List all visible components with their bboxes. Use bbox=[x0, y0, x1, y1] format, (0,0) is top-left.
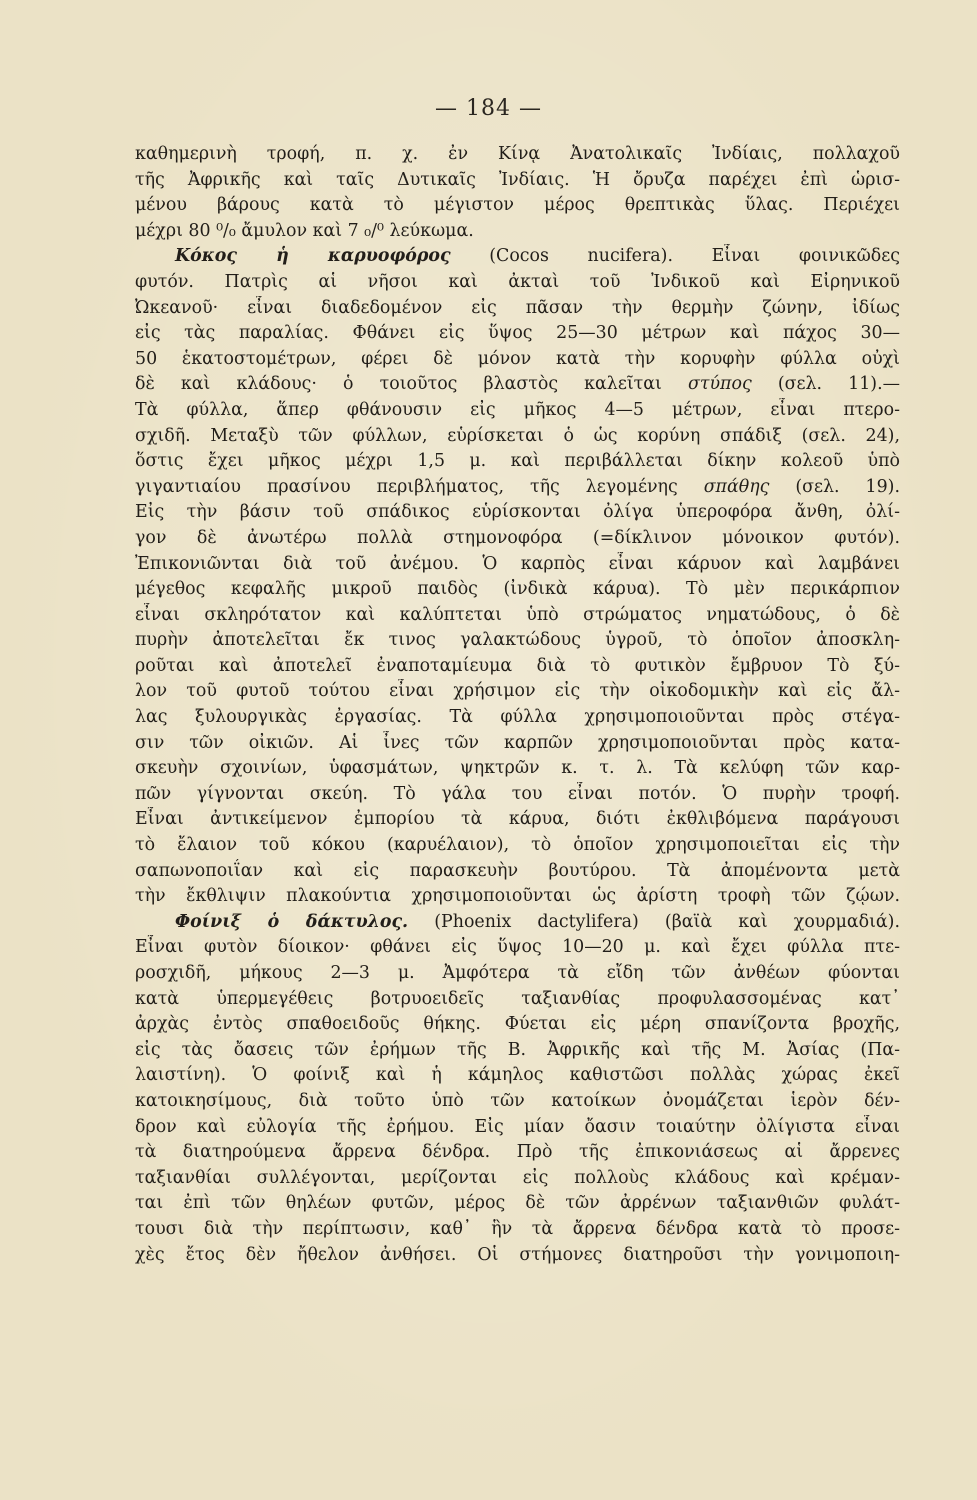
species-heading: Φοίνιξ ὁ δάκτυλος. bbox=[175, 911, 409, 932]
text-line bbox=[135, 859, 900, 885]
text-line bbox=[135, 1115, 900, 1141]
text-line bbox=[135, 219, 900, 245]
text-line bbox=[135, 961, 900, 987]
line-text-after: (σελ. 11).— bbox=[751, 374, 900, 395]
italic-term: σπάθης bbox=[703, 476, 770, 497]
line-text: μένου βάρους κατὰ τὸ μέγιστον μέρος θρεπτικὰς ὕλας. Περιέχει bbox=[135, 195, 900, 216]
line-text: κατοικησίμους, διὰ τοῦτο ὑπὸ τῶν κατοίκων ὀνομάζεται ἱερὸν δέν- bbox=[135, 1090, 900, 1111]
line-text: λας ξυλουργικὰς ἐργασίας. Τὰ φύλλα χρησιμοποιοῦνται πρὸς στέγα- bbox=[135, 707, 900, 728]
line-text: ἀρχὰς ἐντὸς σπαθοειδοῦς θήκης. Φύεται εἰς μέρη σπανίζοντα βροχῆς, bbox=[135, 1014, 900, 1035]
line-text: τὸ ἔλαιον τοῦ κόκου (καρυέλαιον), τὸ ὁποῖον χρησιμοποιεῖται εἰς τὴν bbox=[135, 835, 900, 856]
text-line bbox=[135, 628, 900, 654]
text-line bbox=[135, 603, 900, 629]
line-text: γιγαντιαίου πρασίνου περιβλήματος, τῆς λεγομένης bbox=[135, 476, 678, 497]
line-text: (Phoenix dactylifera) (βαϊὰ καὶ χουρμαδιά). bbox=[408, 911, 900, 932]
line-text: τὰ διατηρούμενα ἄρρενα δένδρα. Πρὸ τῆς ἐπικονιάσεως αἱ ἄρρενες bbox=[135, 1142, 900, 1163]
text-line bbox=[135, 398, 900, 424]
text-line bbox=[135, 833, 900, 859]
text-line bbox=[135, 935, 900, 961]
line-text: εἰς τὰς παραλίας. Φθάνει εἰς ὕψος 25—30 μέτρων καὶ πάχος 30— bbox=[135, 323, 900, 344]
line-text: σχιδῆ. Μεταξὺ τῶν φύλλων, εὑρίσκεται ὁ ὡς κορύνη σπάδιξ (σελ. 24), bbox=[135, 425, 900, 446]
line-text: εἶναι σκληρότατον καὶ καλύπτεται ὑπὸ στρώματος νηματώδους, ὁ δὲ bbox=[135, 604, 900, 625]
line-text: κατὰ ὑπερμεγέθεις βοτρυοειδεῖς ταξιανθίας προφυλασσομένας κατ᾽ bbox=[135, 988, 900, 1009]
text-line bbox=[135, 731, 900, 757]
text-line bbox=[135, 1012, 900, 1038]
line-text: 50 ἑκατοστομέτρων, φέρει δὲ μόνον κατὰ τὴν κορυφὴν φύλλα οὐχὶ bbox=[135, 348, 900, 369]
text-line bbox=[135, 1089, 900, 1115]
italic-term: στύπος bbox=[687, 374, 752, 395]
line-text: ὅστις ἔχει μῆκος μέχρι 1,5 μ. καὶ περιβάλλεται δίκην κολεοῦ ὑπὸ bbox=[135, 451, 900, 472]
line-text: καθημερινὴ τροφή, π. χ. ἐν Κίνᾳ Ἀνατολικαῖς Ἰνδίαις, πολλαχοῦ bbox=[135, 144, 900, 164]
line-text: (Cocos nucifera). Εἶναι φοινικῶδες bbox=[450, 246, 900, 267]
text-line bbox=[135, 705, 900, 731]
line-text: τὴν ἔκθλιψιν πλακούντια χρησιμοποιοῦνται ὡς ἀρίστη τροφὴ τῶν ζῴων. bbox=[135, 886, 900, 907]
line-text: δὲ καὶ κλάδους· ὁ τοιοῦτος βλαστὸς καλεῖται bbox=[135, 374, 662, 395]
text-line bbox=[135, 807, 900, 833]
text-line bbox=[135, 910, 900, 936]
line-text: φυτόν. Πατρὶς αἱ νῆσοι καὶ ἀκταὶ τοῦ Ἰνδικοῦ καὶ Εἰρηνικοῦ bbox=[135, 271, 900, 292]
text-line bbox=[135, 1063, 900, 1089]
page-number: — 184 — bbox=[435, 96, 542, 121]
text-line bbox=[135, 1243, 900, 1269]
text-line bbox=[135, 552, 900, 578]
line-text: λαιστίνη). Ὁ φοίνιξ καὶ ἡ κάμηλος καθιστῶσι πολλὰς χώρας ἐκεῖ bbox=[135, 1065, 900, 1086]
text-line bbox=[135, 884, 900, 910]
text-line bbox=[135, 347, 900, 373]
line-text: ροῦται καὶ ἀποτελεῖ ἐναποταμίευμα διὰ τὸ φυτικὸν ἔμβρυον Τὸ ξύ- bbox=[135, 655, 900, 676]
text-line bbox=[135, 142, 900, 168]
text-line bbox=[135, 1191, 900, 1217]
line-text: χὲς ἔτος δὲν ἤθελον ἀνθήσει. Οἱ στήμονες διατηροῦσι τὴν γονιμοποιη- bbox=[135, 1244, 900, 1265]
line-text: τουσι διὰ τὴν περίπτωσιν, καθ᾽ ἣν τὰ ἄρρενα δένδρα κατὰ τὸ προσε- bbox=[135, 1218, 900, 1239]
line-text: ται ἐπὶ τῶν θηλέων φυτῶν, μέρος δὲ τῶν ἀρρένων ταξιανθιῶν φυλάτ- bbox=[135, 1193, 900, 1214]
line-text: τῆς Ἀφρικῆς καὶ ταῖς Δυτικαῖς Ἰνδίαις. Ἡ ὄρυζα παρέχει ἐπὶ ὡρισ- bbox=[135, 169, 900, 190]
text-line bbox=[135, 193, 900, 219]
line-text: ταξιανθίαι συλλέγονται, μερίζονται εἰς πολλοὺς κλάδους καὶ κρέμαν- bbox=[135, 1167, 900, 1188]
line-text-after: (σελ. 19). bbox=[769, 476, 900, 497]
text-line bbox=[135, 1140, 900, 1166]
line-text: πῶν γίγνονται σκεύη. Τὸ γάλα του εἶναι ποτόν. Ὁ πυρὴν τροφή. bbox=[135, 783, 900, 804]
text-line bbox=[135, 449, 900, 475]
text-line bbox=[135, 654, 900, 680]
text-line bbox=[135, 244, 900, 270]
text-line bbox=[135, 321, 900, 347]
text-line bbox=[135, 270, 900, 296]
text-line bbox=[135, 168, 900, 194]
line-text: εἰς τὰς ὄασεις τῶν ἐρήμων τῆς Β. Ἀφρικῆς καὶ τῆς Μ. Ἀσίας (Πα- bbox=[135, 1039, 900, 1060]
line-text: γον δὲ ἀνωτέρω πολλὰ στημονοφόρα (=δίκλινον μόνοικον φυτόν). bbox=[135, 527, 900, 548]
text-line bbox=[135, 1217, 900, 1243]
text-line bbox=[135, 756, 900, 782]
text-line bbox=[135, 424, 900, 450]
text-line bbox=[135, 372, 900, 398]
line-text: Ὠκεανοῦ· εἶναι διαδεδομένον εἰς πᾶσαν τὴν θερμὴν ζώνην, ἰδίως bbox=[135, 297, 900, 318]
line-text: μέγεθος κεφαλῆς μικροῦ παιδὸς (ἰνδικὰ κάρυα). Τὸ μὲν περικάρπιον bbox=[135, 579, 900, 600]
line-text: σιν τῶν οἰκιῶν. Αἱ ἶνες τῶν καρπῶν χρησιμοποιοῦνται πρὸς κατα- bbox=[135, 732, 900, 753]
text-line bbox=[135, 987, 900, 1013]
line-text: Εἶναι φυτὸν δίοικον· φθάνει εἰς ὕψος 10—20 μ. καὶ ἔχει φύλλα πτε- bbox=[135, 937, 900, 958]
line-text: Εἶναι ἀντικείμενον ἐμπορίου τὰ κάρυα, διότι ἐκθλιβόμενα παράγουσι bbox=[135, 809, 900, 830]
text-line bbox=[135, 475, 900, 501]
body-text bbox=[135, 142, 900, 1268]
text-line bbox=[135, 1038, 900, 1064]
text-line bbox=[135, 296, 900, 322]
line-text: σαπωνοποιΐαν καὶ εἰς παρασκευὴν βουτύρου. Τὰ ἀπομένοντα μετὰ bbox=[135, 860, 900, 881]
line-text: Τὰ φύλλα, ἅπερ φθάνουσιν εἰς μῆκος 4—5 μέτρων, εἶναι πτερο- bbox=[135, 399, 900, 420]
line-text: λον τοῦ φυτοῦ τούτου εἶναι χρήσιμον εἰς τὴν οἰκοδομικὴν καὶ εἰς ἄλ- bbox=[135, 681, 900, 702]
line-text: Εἰς τὴν βάσιν τοῦ σπάδικος εὑρίσκονται ὀλίγα ὑπεροφόρα ἄνθη, ὀλί- bbox=[135, 502, 900, 523]
text-line bbox=[135, 679, 900, 705]
text-line bbox=[135, 782, 900, 808]
text-line bbox=[135, 526, 900, 552]
line-text: ροσχιδῆ, μήκους 2—3 μ. Ἀμφότερα τὰ εἴδη τῶν ἀνθέων φύονται bbox=[135, 963, 900, 983]
line-text: μέχρι 80 ⁰/₀ ἄμυλον καὶ 7 ₀/⁰ λεύκωμα. bbox=[135, 220, 474, 241]
line-text: Ἐπικονιῶνται διὰ τοῦ ἀνέμου. Ὁ καρπὸς εἶναι κάρυον καὶ λαμβάνει bbox=[135, 553, 900, 574]
line-text: σκευὴν σχοινίων, ὑφασμάτων, ψηκτρῶν κ. τ. λ. Τὰ κελύφη τῶν καρ- bbox=[135, 758, 900, 779]
text-line bbox=[135, 577, 900, 603]
text-line bbox=[135, 500, 900, 526]
text-line bbox=[135, 1166, 900, 1192]
line-text: πυρὴν ἀποτελεῖται ἔκ τινος γαλακτώδους ὑγροῦ, τὸ ὁποῖον ἀποσκλη- bbox=[135, 630, 900, 651]
species-heading: Κόκος ἡ καρυοφόρος bbox=[175, 246, 451, 267]
line-text: δρον καὶ εὐλογία τῆς ἐρήμου. Εἰς μίαν ὄασιν τοιαύτην ὀλίγιστα εἶναι bbox=[135, 1116, 900, 1137]
